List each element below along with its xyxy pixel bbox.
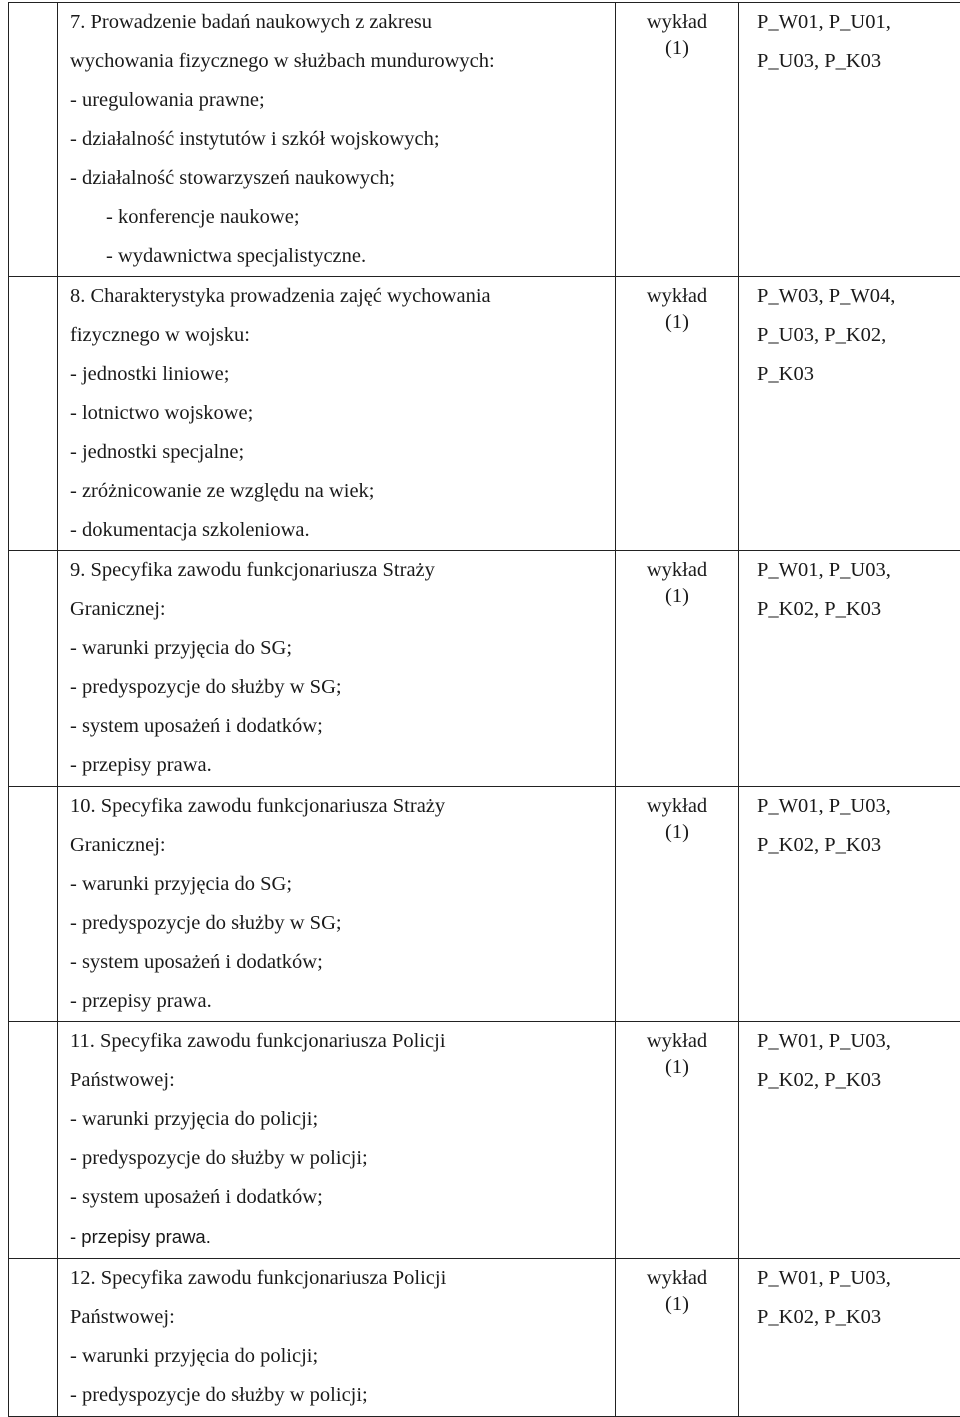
topic-line: - predyspozycje do służby w SG;: [70, 904, 615, 943]
topic-line: - jednostki specjalne;: [70, 433, 615, 472]
form-label: wykład: [616, 9, 738, 35]
topic-cell: [58, 3, 616, 277]
topic-line: 7. Prowadzenie badań naukowych z zakresu: [70, 3, 615, 42]
effects-line: P_K02, P_K03: [757, 826, 960, 865]
effects-line: P_K03: [757, 355, 960, 394]
effects-cell: [739, 551, 960, 787]
form-cell: [616, 1022, 739, 1259]
table-row: [9, 551, 960, 787]
effects-line: P_K02, P_K03: [757, 1298, 960, 1337]
effects-cell: [739, 3, 960, 277]
topic-line: - warunki przyjęcia do policji;: [70, 1100, 615, 1139]
form-cell: [616, 277, 739, 551]
form-label: wykład: [616, 793, 738, 819]
table-row: [9, 787, 960, 1022]
topic-line: - działalność instytutów i szkół wojskowych;: [70, 120, 615, 159]
topic-line: 9. Specyfika zawodu funkcjonariusza Straży: [70, 551, 615, 590]
form-hours: (1): [616, 1054, 738, 1080]
topic-line: - predyspozycje do służby w SG;: [70, 668, 615, 707]
topic-line: - przepisy prawa.: [70, 982, 615, 1021]
topic-line: - system uposażeń i dodatków;: [70, 1178, 615, 1217]
row-number-cell: [9, 551, 58, 787]
effects-cell: [739, 277, 960, 551]
topic-cell: [58, 551, 616, 787]
topic-line: - uregulowania prawne;: [70, 81, 615, 120]
curriculum-table: [8, 2, 960, 1417]
effects-line: P_W01, P_U03,: [757, 1259, 960, 1298]
row-number-cell: [9, 1022, 58, 1259]
topic-line: - przepisy prawa.: [70, 746, 615, 785]
topic-line: Granicznej:: [70, 826, 615, 865]
topic-cell: [58, 1259, 616, 1417]
effects-line: P_W03, P_W04,: [757, 277, 960, 316]
topic-cell: [58, 787, 616, 1022]
topic-line: - wydawnictwa specjalistyczne.: [70, 237, 615, 276]
topic-line: - zróżnicowanie ze względu na wiek;: [70, 472, 615, 511]
form-cell: [616, 3, 739, 277]
effects-line: P_W01, P_U03,: [757, 551, 960, 590]
form-hours: (1): [616, 1291, 738, 1317]
topic-line: fizycznego w wojsku:: [70, 316, 615, 355]
row-number-cell: [9, 787, 58, 1022]
form-label: wykład: [616, 1028, 738, 1054]
topic-cell: [58, 1022, 616, 1259]
effects-cell: [739, 787, 960, 1022]
topic-line: - system uposażeń i dodatków;: [70, 707, 615, 746]
form-cell: [616, 551, 739, 787]
row-number-cell: [9, 3, 58, 277]
topic-line: - predyspozycje do służby w policji;: [70, 1376, 615, 1415]
topic-line: - warunki przyjęcia do policji;: [70, 1337, 615, 1376]
form-hours: (1): [616, 583, 738, 609]
topic-line: - jednostki liniowe;: [70, 355, 615, 394]
topic-cell: [58, 277, 616, 551]
topic-line: - predyspozycje do służby w policji;: [70, 1139, 615, 1178]
form-cell: [616, 1259, 739, 1417]
topic-line: - konferencje naukowe;: [70, 198, 615, 237]
topic-line: Państwowej:: [70, 1061, 615, 1100]
table-row: [9, 3, 960, 277]
table-row: [9, 1022, 960, 1259]
topic-line: Granicznej:: [70, 590, 615, 629]
effects-cell: [739, 1022, 960, 1259]
form-label: wykład: [616, 1265, 738, 1291]
topic-line: - system uposażeń i dodatków;: [70, 943, 615, 982]
topic-line: - dokumentacja szkoleniowa.: [70, 511, 615, 550]
topic-line: 10. Specyfika zawodu funkcjonariusza Straży: [70, 787, 615, 826]
effects-line: P_W01, P_U03,: [757, 1022, 960, 1061]
form-hours: (1): [616, 309, 738, 335]
effects-cell: [739, 1259, 960, 1417]
effects-line: P_U03, P_K02,: [757, 316, 960, 355]
row-number-cell: [9, 1259, 58, 1417]
form-hours: (1): [616, 35, 738, 61]
effects-line: P_W01, P_U01,: [757, 3, 960, 42]
form-label: wykład: [616, 557, 738, 583]
topic-line: - działalność stowarzyszeń naukowych;: [70, 159, 615, 198]
topic-line: 8. Charakterystyka prowadzenia zajęć wychowania: [70, 277, 615, 316]
form-label: wykład: [616, 283, 738, 309]
effects-line: P_K02, P_K03: [757, 1061, 960, 1100]
topic-line: - lotnictwo wojskowe;: [70, 394, 615, 433]
effects-line: P_U03, P_K03: [757, 42, 960, 81]
row-number-cell: [9, 277, 58, 551]
topic-line: Państwowej:: [70, 1298, 615, 1337]
effects-line: P_W01, P_U03,: [757, 787, 960, 826]
table-row: [9, 277, 960, 551]
topic-line: 12. Specyfika zawodu funkcjonariusza Policji: [70, 1259, 615, 1298]
topic-line: - warunki przyjęcia do SG;: [70, 865, 615, 904]
effects-line: P_K02, P_K03: [757, 590, 960, 629]
topic-line: 11. Specyfika zawodu funkcjonariusza Policji: [70, 1022, 615, 1061]
topic-line: wychowania fizycznego w służbach mundurowych:: [70, 42, 615, 81]
topic-line: - warunki przyjęcia do SG;: [70, 629, 615, 668]
form-cell: [616, 787, 739, 1022]
form-hours: (1): [616, 819, 738, 845]
topic-line: - przepisy prawa.: [70, 1217, 615, 1256]
table-row: [9, 1259, 960, 1417]
